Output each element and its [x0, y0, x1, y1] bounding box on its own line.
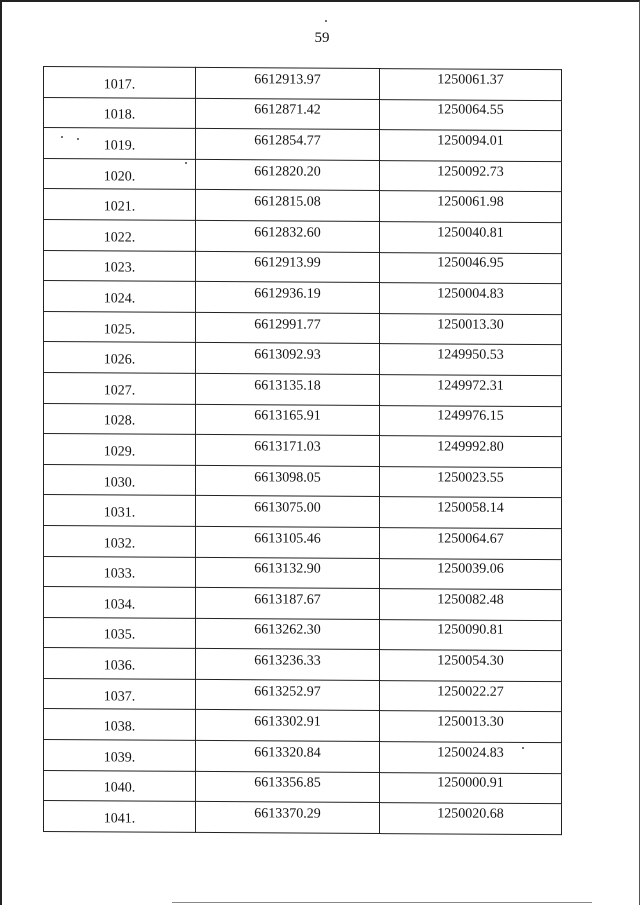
point-number-cell [44, 556, 196, 588]
x-coordinate-cell-text: 6613135.18 [254, 378, 321, 394]
x-coordinate-cell [196, 649, 380, 681]
point-number-cell [44, 189, 196, 221]
y-coordinate-cell [380, 99, 562, 131]
x-coordinate-cell [196, 159, 380, 191]
table-row [44, 770, 562, 804]
table-row [44, 556, 562, 590]
table-row [44, 189, 562, 223]
x-coordinate-cell-text: 6613092.93 [254, 347, 321, 363]
table-row [44, 617, 562, 651]
x-coordinate-cell-text: 6612815.08 [254, 194, 321, 210]
point-number-cell-text: 1022. [103, 230, 136, 246]
x-coordinate-cell-text: 6612991.77 [254, 316, 321, 333]
y-coordinate-cell [380, 252, 562, 284]
y-coordinate-cell [380, 436, 562, 468]
x-coordinate-cell-text: 6613356.85 [254, 775, 321, 792]
y-coordinate-cell [380, 283, 562, 315]
y-coordinate-cell-text: 1250064.55 [437, 102, 504, 119]
point-number-cell [44, 434, 196, 466]
scan-speck [185, 162, 187, 164]
table-row [44, 801, 562, 835]
point-number-cell-text: 1028. [103, 413, 136, 429]
x-coordinate-cell [196, 220, 380, 252]
table-row [44, 219, 562, 253]
table-row [44, 97, 562, 131]
y-coordinate-cell [380, 803, 562, 835]
point-number-cell-text: 1021. [103, 199, 136, 215]
x-coordinate-cell-text: 6612913.99 [254, 255, 321, 272]
x-coordinate-cell-text: 6613370.29 [254, 806, 321, 822]
y-coordinate-cell [380, 527, 562, 559]
x-coordinate-cell [196, 526, 380, 558]
table-row [44, 403, 562, 437]
table-row [44, 495, 562, 529]
y-coordinate-cell-text: 1250013.30 [437, 714, 504, 731]
y-coordinate-cell-text: 1250040.81 [437, 225, 504, 241]
x-coordinate-cell [196, 771, 380, 803]
point-number-cell [44, 403, 196, 435]
point-number-cell-text: 1018. [103, 107, 136, 123]
y-coordinate-cell [380, 619, 562, 651]
table-row [44, 67, 562, 101]
x-coordinate-cell [196, 802, 380, 834]
y-coordinate-cell-text: 1250013.30 [437, 316, 504, 333]
x-coordinate-cell-text: 6613236.33 [254, 653, 321, 669]
x-coordinate-cell [196, 465, 380, 497]
y-coordinate-cell [380, 772, 562, 804]
x-coordinate-cell [196, 557, 380, 589]
point-number-cell-text: 1036. [103, 658, 136, 674]
y-coordinate-cell-text: 1250000.91 [437, 775, 504, 792]
page-number: 59 [314, 30, 330, 46]
x-coordinate-cell-text: 6612854.77 [254, 133, 321, 149]
y-coordinate-cell-text: 1250054.30 [437, 653, 504, 669]
x-coordinate-cell-text: 6612820.20 [254, 163, 321, 180]
x-coordinate-cell [196, 740, 380, 772]
table-row [44, 342, 562, 376]
point-number-cell [44, 158, 196, 190]
y-coordinate-cell [380, 222, 562, 254]
y-coordinate-cell-text: 1250039.06 [437, 561, 504, 578]
y-coordinate-cell-text: 1250058.14 [437, 500, 504, 516]
x-coordinate-cell [196, 98, 380, 130]
y-coordinate-cell [380, 191, 562, 223]
y-coordinate-cell-text: 1249950.53 [437, 347, 504, 363]
y-coordinate-cell-text: 1250061.98 [437, 194, 504, 210]
scan-speck [522, 747, 524, 749]
point-number-cell [44, 678, 196, 710]
y-coordinate-cell-text: 1250094.01 [437, 133, 504, 149]
y-coordinate-cell [380, 589, 562, 621]
y-coordinate-cell [380, 160, 562, 192]
point-number-cell-text: 1025. [103, 321, 136, 338]
x-coordinate-cell-text: 6613320.84 [254, 745, 321, 761]
x-coordinate-cell [196, 282, 380, 314]
y-coordinate-cell-text: 1250004.83 [437, 286, 504, 302]
x-coordinate-cell-text: 6612871.42 [254, 102, 321, 119]
y-coordinate-cell-text: 1249972.31 [437, 378, 504, 394]
y-coordinate-cell-text: 1250064.67 [437, 531, 504, 547]
x-coordinate-cell-text: 6612936.19 [254, 286, 321, 302]
point-number-cell-text: 1041. [103, 811, 136, 827]
point-number-cell-text: 1027. [103, 383, 136, 399]
table-row [44, 158, 562, 192]
point-number-cell [44, 587, 196, 619]
table-row [44, 464, 562, 498]
x-coordinate-cell-text: 6613132.90 [254, 561, 321, 577]
scan-speck [61, 136, 63, 138]
x-coordinate-cell [196, 679, 380, 711]
table-row [44, 434, 562, 468]
scan-edge-line [172, 902, 592, 903]
y-coordinate-cell-text: 1250023.55 [437, 469, 504, 486]
y-coordinate-cell [380, 405, 562, 437]
point-number-cell-text: 1033. [103, 566, 136, 582]
x-coordinate-cell [196, 190, 380, 222]
x-coordinate-cell [196, 435, 380, 467]
point-number-cell [44, 311, 196, 343]
point-number-cell-text: 1024. [103, 291, 136, 307]
x-coordinate-cell-text: 6612832.60 [254, 225, 321, 241]
point-number-cell-text: 1035. [103, 627, 136, 644]
point-number-cell [44, 219, 196, 251]
point-number-cell-text: 1019. [103, 138, 136, 154]
y-coordinate-cell-text: 1250022.27 [437, 684, 504, 700]
x-coordinate-cell-text: 6613171.03 [254, 439, 321, 455]
x-coordinate-cell [196, 404, 380, 436]
table-row [44, 709, 562, 743]
y-coordinate-cell-text: 1250092.73 [437, 163, 504, 180]
table-row [44, 128, 562, 162]
point-number-cell [44, 67, 196, 99]
table-row [44, 372, 562, 406]
x-coordinate-cell-text: 6613252.97 [254, 683, 321, 700]
point-number-cell-text: 1039. [103, 750, 136, 766]
y-coordinate-cell-text: 1250046.95 [437, 255, 504, 272]
x-coordinate-cell [196, 588, 380, 620]
x-coordinate-cell [196, 618, 380, 650]
point-number-cell-text: 1029. [103, 444, 136, 460]
y-coordinate-cell-text: 1249992.80 [437, 439, 504, 455]
x-coordinate-cell [196, 67, 380, 99]
x-coordinate-cell-text: 6613075.00 [254, 500, 321, 516]
x-coordinate-cell-text: 6613165.91 [254, 408, 321, 425]
y-coordinate-cell [380, 680, 562, 712]
x-coordinate-cell [196, 496, 380, 528]
point-number-cell-text: 1038. [103, 719, 136, 735]
x-coordinate-cell [196, 373, 380, 405]
x-coordinate-cell-text: 6613262.30 [254, 622, 321, 639]
point-number-cell [44, 801, 196, 833]
table-row [44, 250, 562, 284]
point-number-cell-text: 1026. [103, 352, 136, 368]
point-number-cell-text: 1031. [103, 505, 136, 521]
coordinates-table-body [44, 67, 562, 835]
y-coordinate-cell [380, 130, 562, 162]
table-row [44, 648, 562, 682]
scan-speck [77, 138, 79, 140]
point-number-cell-text: 1034. [103, 597, 136, 613]
y-coordinate-cell [380, 466, 562, 498]
x-coordinate-cell-text: 6613187.67 [254, 592, 321, 608]
y-coordinate-cell [380, 497, 562, 529]
point-number-cell-text: 1023. [103, 260, 136, 276]
y-coordinate-cell [380, 344, 562, 376]
point-number-cell-text: 1040. [103, 780, 136, 797]
y-coordinate-cell-text: 1250024.83 [437, 745, 504, 761]
point-number-cell [44, 495, 196, 527]
point-number-cell-text: 1030. [103, 474, 136, 491]
x-coordinate-cell [196, 129, 380, 161]
point-number-cell [44, 464, 196, 496]
point-number-cell [44, 342, 196, 374]
x-coordinate-cell [196, 343, 380, 375]
y-coordinate-cell-text: 1250090.81 [437, 622, 504, 639]
point-number-cell [44, 97, 196, 129]
point-number-cell [44, 770, 196, 802]
point-number-cell [44, 128, 196, 160]
x-coordinate-cell [196, 312, 380, 344]
table-row [44, 678, 562, 712]
table-row [44, 311, 562, 345]
point-number-cell [44, 740, 196, 772]
table-row [44, 740, 562, 774]
y-coordinate-cell-text: 1250082.48 [437, 592, 504, 608]
y-coordinate-cell [380, 313, 562, 345]
x-coordinate-cell-text: 6613098.05 [254, 469, 321, 486]
point-number-cell [44, 281, 196, 313]
y-coordinate-cell [380, 374, 562, 406]
x-coordinate-cell-text: 6612913.97 [254, 72, 321, 88]
y-coordinate-cell-text: 1250020.68 [437, 806, 504, 822]
table-row [44, 525, 562, 559]
y-coordinate-cell [380, 742, 562, 774]
point-number-cell-text: 1037. [103, 689, 136, 705]
coordinates-table [43, 66, 562, 835]
y-coordinate-cell [380, 711, 562, 743]
point-number-cell [44, 250, 196, 282]
y-coordinate-cell-text: 1249976.15 [437, 408, 504, 425]
y-coordinate-cell [380, 650, 562, 682]
x-coordinate-cell-text: 6613105.46 [254, 530, 321, 547]
table-row [44, 587, 562, 621]
scan-speck [325, 20, 327, 22]
point-number-cell [44, 617, 196, 649]
point-number-cell-text: 1017. [103, 77, 136, 93]
x-coordinate-cell-text: 6613302.91 [254, 714, 321, 730]
table-row [44, 281, 562, 315]
x-coordinate-cell [196, 251, 380, 283]
y-coordinate-cell [380, 558, 562, 590]
y-coordinate-cell-text: 1250061.37 [437, 72, 504, 88]
point-number-cell [44, 525, 196, 557]
point-number-cell [44, 709, 196, 741]
point-number-cell-text: 1020. [103, 168, 136, 185]
point-number-cell [44, 372, 196, 404]
point-number-cell-text: 1032. [103, 536, 136, 552]
y-coordinate-cell [380, 69, 562, 101]
point-number-cell [44, 648, 196, 680]
x-coordinate-cell [196, 710, 380, 742]
